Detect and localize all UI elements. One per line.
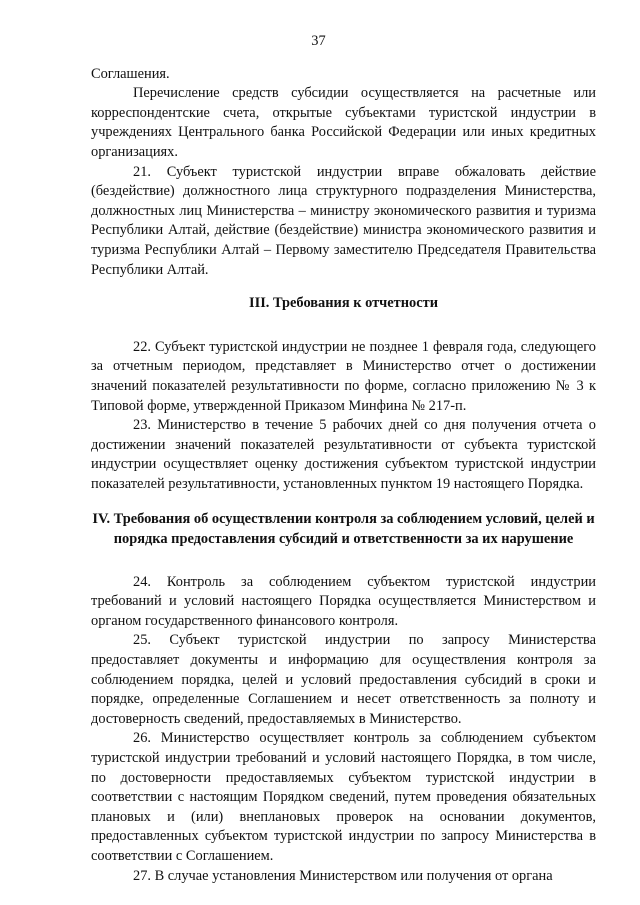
section-4-heading: IV. Требования об осуществлении контроля за соблюдением условий, целей и порядка предоставления субсидий и ответственности за их нарушение	[92, 511, 595, 548]
paragraph-22: 22. Субъект туристской индустрии не позднее 1 февраля года, следующего за отчетным периодом, представляет в Министерство отчет о достижении значений показателей результативности по форме, согласно приложению № 3 к Типовой форме, утвержденной Приказом Минфина № 217-п.	[91, 338, 596, 414]
paragraph-continuation: Соглашения.	[91, 65, 170, 82]
paragraph-26: 26. Министерство осуществляет контроль за соблюдением субъектом туристской индустрии требований и условий настоящего Порядка, в том числе, по достоверности предоставляемых субъектом туристской индустрии в соответствии с настоящим Порядком сведений, путем проведения обязательных плановых и (или) внеплановых проверок на основании документов, предоставленных субъектом туристской индустрии по запросу Министерства в соответствии с Соглашением.	[91, 730, 596, 864]
page-number: 37	[311, 33, 326, 49]
paragraph-27: 27. В случае установления Министерством или получения от органа	[133, 867, 553, 884]
paragraph-25: 25. Субъект туристской индустрии по запросу Министерства предоставляет документы и информацию для осуществления контроля за соблюдением порядка, целей и условий предоставления субсидий в сроки и порядке, определенные Соглашением и несет ответственность за полноту и достоверность сведений, предоставляемых в Министерство.	[91, 632, 596, 727]
paragraph-21: 21. Субъект туристской индустрии вправе обжаловать действие (бездействие) должностного лица структурного подразделения Министерства, должностных лиц Министерства – министру экономического развития и туризма Республики Алтай, действие (бездействие) министра экономического развития и туризма Республики Алтай – Первому заместителю Председателя Правительства Республики Алтай.	[91, 163, 596, 278]
paragraph-24: 24. Контроль за соблюдением субъектом туристской индустрии требований и условий настоящего Порядка осуществляется Министерством и органом государственного финансового контроля.	[91, 573, 596, 629]
section-3-heading: III. Требования к отчетности	[249, 295, 438, 312]
paragraph-transfer: Перечисление средств субсидии осуществляется на расчетные или корреспондентские счета, открытые субъектами туристской индустрии в учреждениях Центрального банка Российской Федерации или иных кредитных организациях.	[91, 85, 596, 160]
paragraph-23: 23. Министерство в течение 5 рабочих дней со дня получения отчета о достижении значений показателей результативности от субъекта туристской индустрии осуществляет оценку достижения субъектом туристской индустрии показателей результативности, установленных пунктом 19 настоящего Порядка.	[91, 417, 596, 492]
